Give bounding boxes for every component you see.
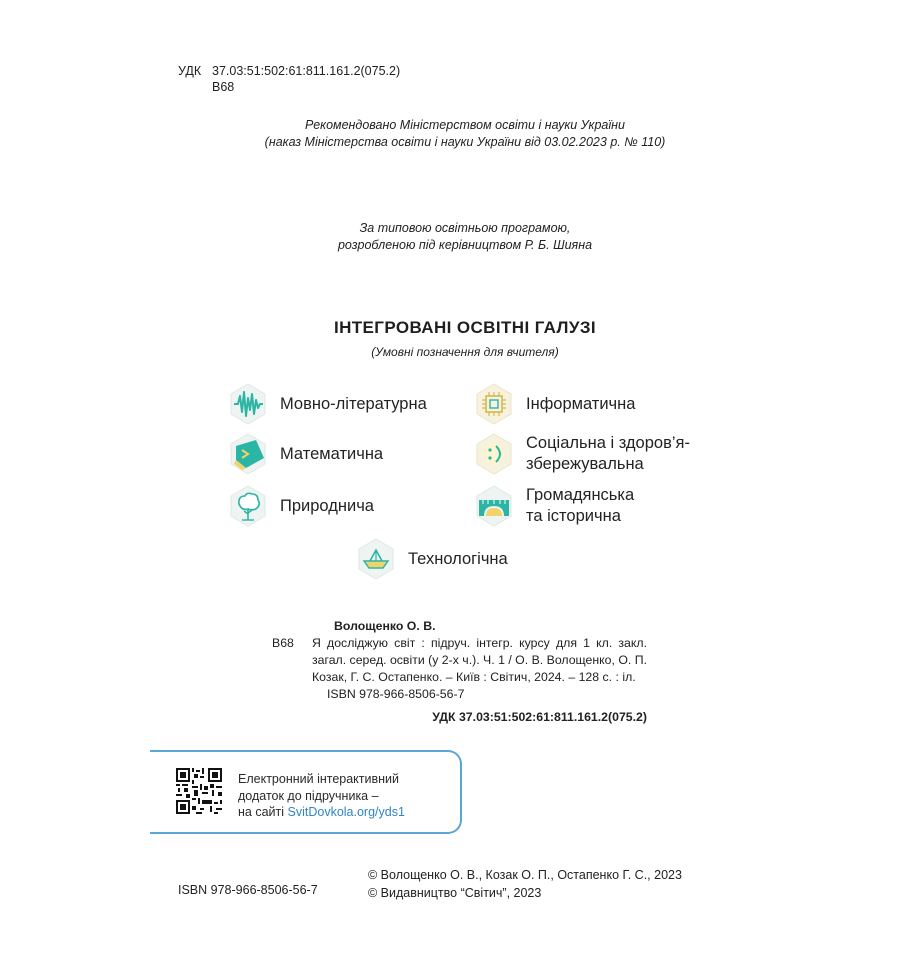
- paper-boat-icon: [356, 537, 396, 581]
- tree-icon: [228, 484, 268, 528]
- areas-subtitle: (Умовні позначення для вчителя): [371, 345, 559, 359]
- copyright-authors: © Волощенко О. В., Козак О. П., Остапенко Г. С., 2023: [368, 868, 682, 882]
- bridge-icon: [474, 484, 514, 528]
- area-label: Природнича: [280, 496, 374, 515]
- supplement-link[interactable]: SvitDovkola.org/yds1: [287, 805, 405, 819]
- area-item-technology: [356, 537, 508, 581]
- area-label-group: [514, 485, 634, 527]
- udk-label: УДК: [178, 64, 202, 78]
- area-label: Соціальна і здоров’я-: [526, 434, 690, 452]
- qr-code-icon[interactable]: [176, 768, 222, 814]
- area-item-language: [228, 382, 427, 426]
- isbn-bottom: ISBN 978-966-8506-56-7: [178, 883, 318, 897]
- catalog-record: [272, 618, 647, 726]
- sound-wave-icon: [228, 382, 268, 426]
- recommendation-note: [0, 117, 900, 151]
- recommendation-line-2: (наказ Міністерства освіти і науки України від 03.02.2023 р. № 110): [264, 135, 666, 149]
- supplement-line-3: [238, 804, 405, 821]
- catalog-author: Волощенко О. В.: [334, 619, 436, 633]
- area-label: Математична: [280, 444, 384, 463]
- area-label: Технологічна: [408, 549, 508, 568]
- area-label: Мовно-літературна: [280, 394, 427, 413]
- udk-header: [178, 63, 400, 95]
- area-label-line-2: збережувальна: [526, 455, 644, 473]
- catalog-row: [272, 635, 647, 686]
- area-label-group: [514, 433, 690, 475]
- copyright-publisher: © Видавництво “Світич”, 2023: [368, 886, 542, 900]
- area-item-math: [228, 432, 383, 476]
- area-label: Інформатична: [526, 394, 636, 413]
- catalog-description: Я досліджую світ : підруч. інтегр. курсу для 1 кл. закл. загал. серед. освіти (у 2-х ч.). Ч. 1 / О. В. Волощенко, О. П. Козак, Г. С. Остапенко. – Київ : Світич, 2024. – 128 с. : іл.: [312, 636, 647, 684]
- area-label-line-2: та історична: [526, 507, 621, 525]
- catalog-bbk: В68: [272, 636, 294, 650]
- area-item-social-health: [474, 432, 690, 476]
- area-label: Громадянська: [526, 486, 635, 504]
- program-note: [0, 220, 900, 254]
- catalog-isbn: ISBN 978-966-8506-56-7: [327, 687, 465, 701]
- recommendation-line-1: Рекомендовано Міністерством освіти і науки України: [305, 118, 625, 132]
- area-item-civic-history: [474, 484, 634, 528]
- program-line-1: За типовою освітньою програмою,: [359, 221, 571, 235]
- chip-icon: [474, 382, 514, 426]
- supplement-line-1: Електронний інтерактивний: [238, 772, 400, 786]
- areas-title: ІНТЕГРОВАНІ ОСВІТНІ ГАЛУЗІ: [333, 318, 597, 337]
- supplement-line-2: додаток до підручника –: [238, 788, 379, 803]
- smiley-icon: [474, 432, 514, 476]
- area-item-nature: [228, 484, 374, 528]
- supplement-prefix: на сайті: [238, 805, 288, 819]
- udk-code: 37.03:51:502:61:811.161.2(075.2): [212, 64, 401, 78]
- area-item-informatics: [474, 382, 635, 426]
- catalog-udk: УДК 37.03:51:502:61:811.161.2(075.2): [432, 710, 647, 724]
- program-line-2: розробленою під керівництвом Р. Б. Шияна: [337, 238, 593, 252]
- math-shape-icon: [228, 432, 268, 476]
- supplement-text: [238, 771, 405, 821]
- bbk-code: В68: [212, 80, 235, 94]
- copyright: [368, 866, 682, 902]
